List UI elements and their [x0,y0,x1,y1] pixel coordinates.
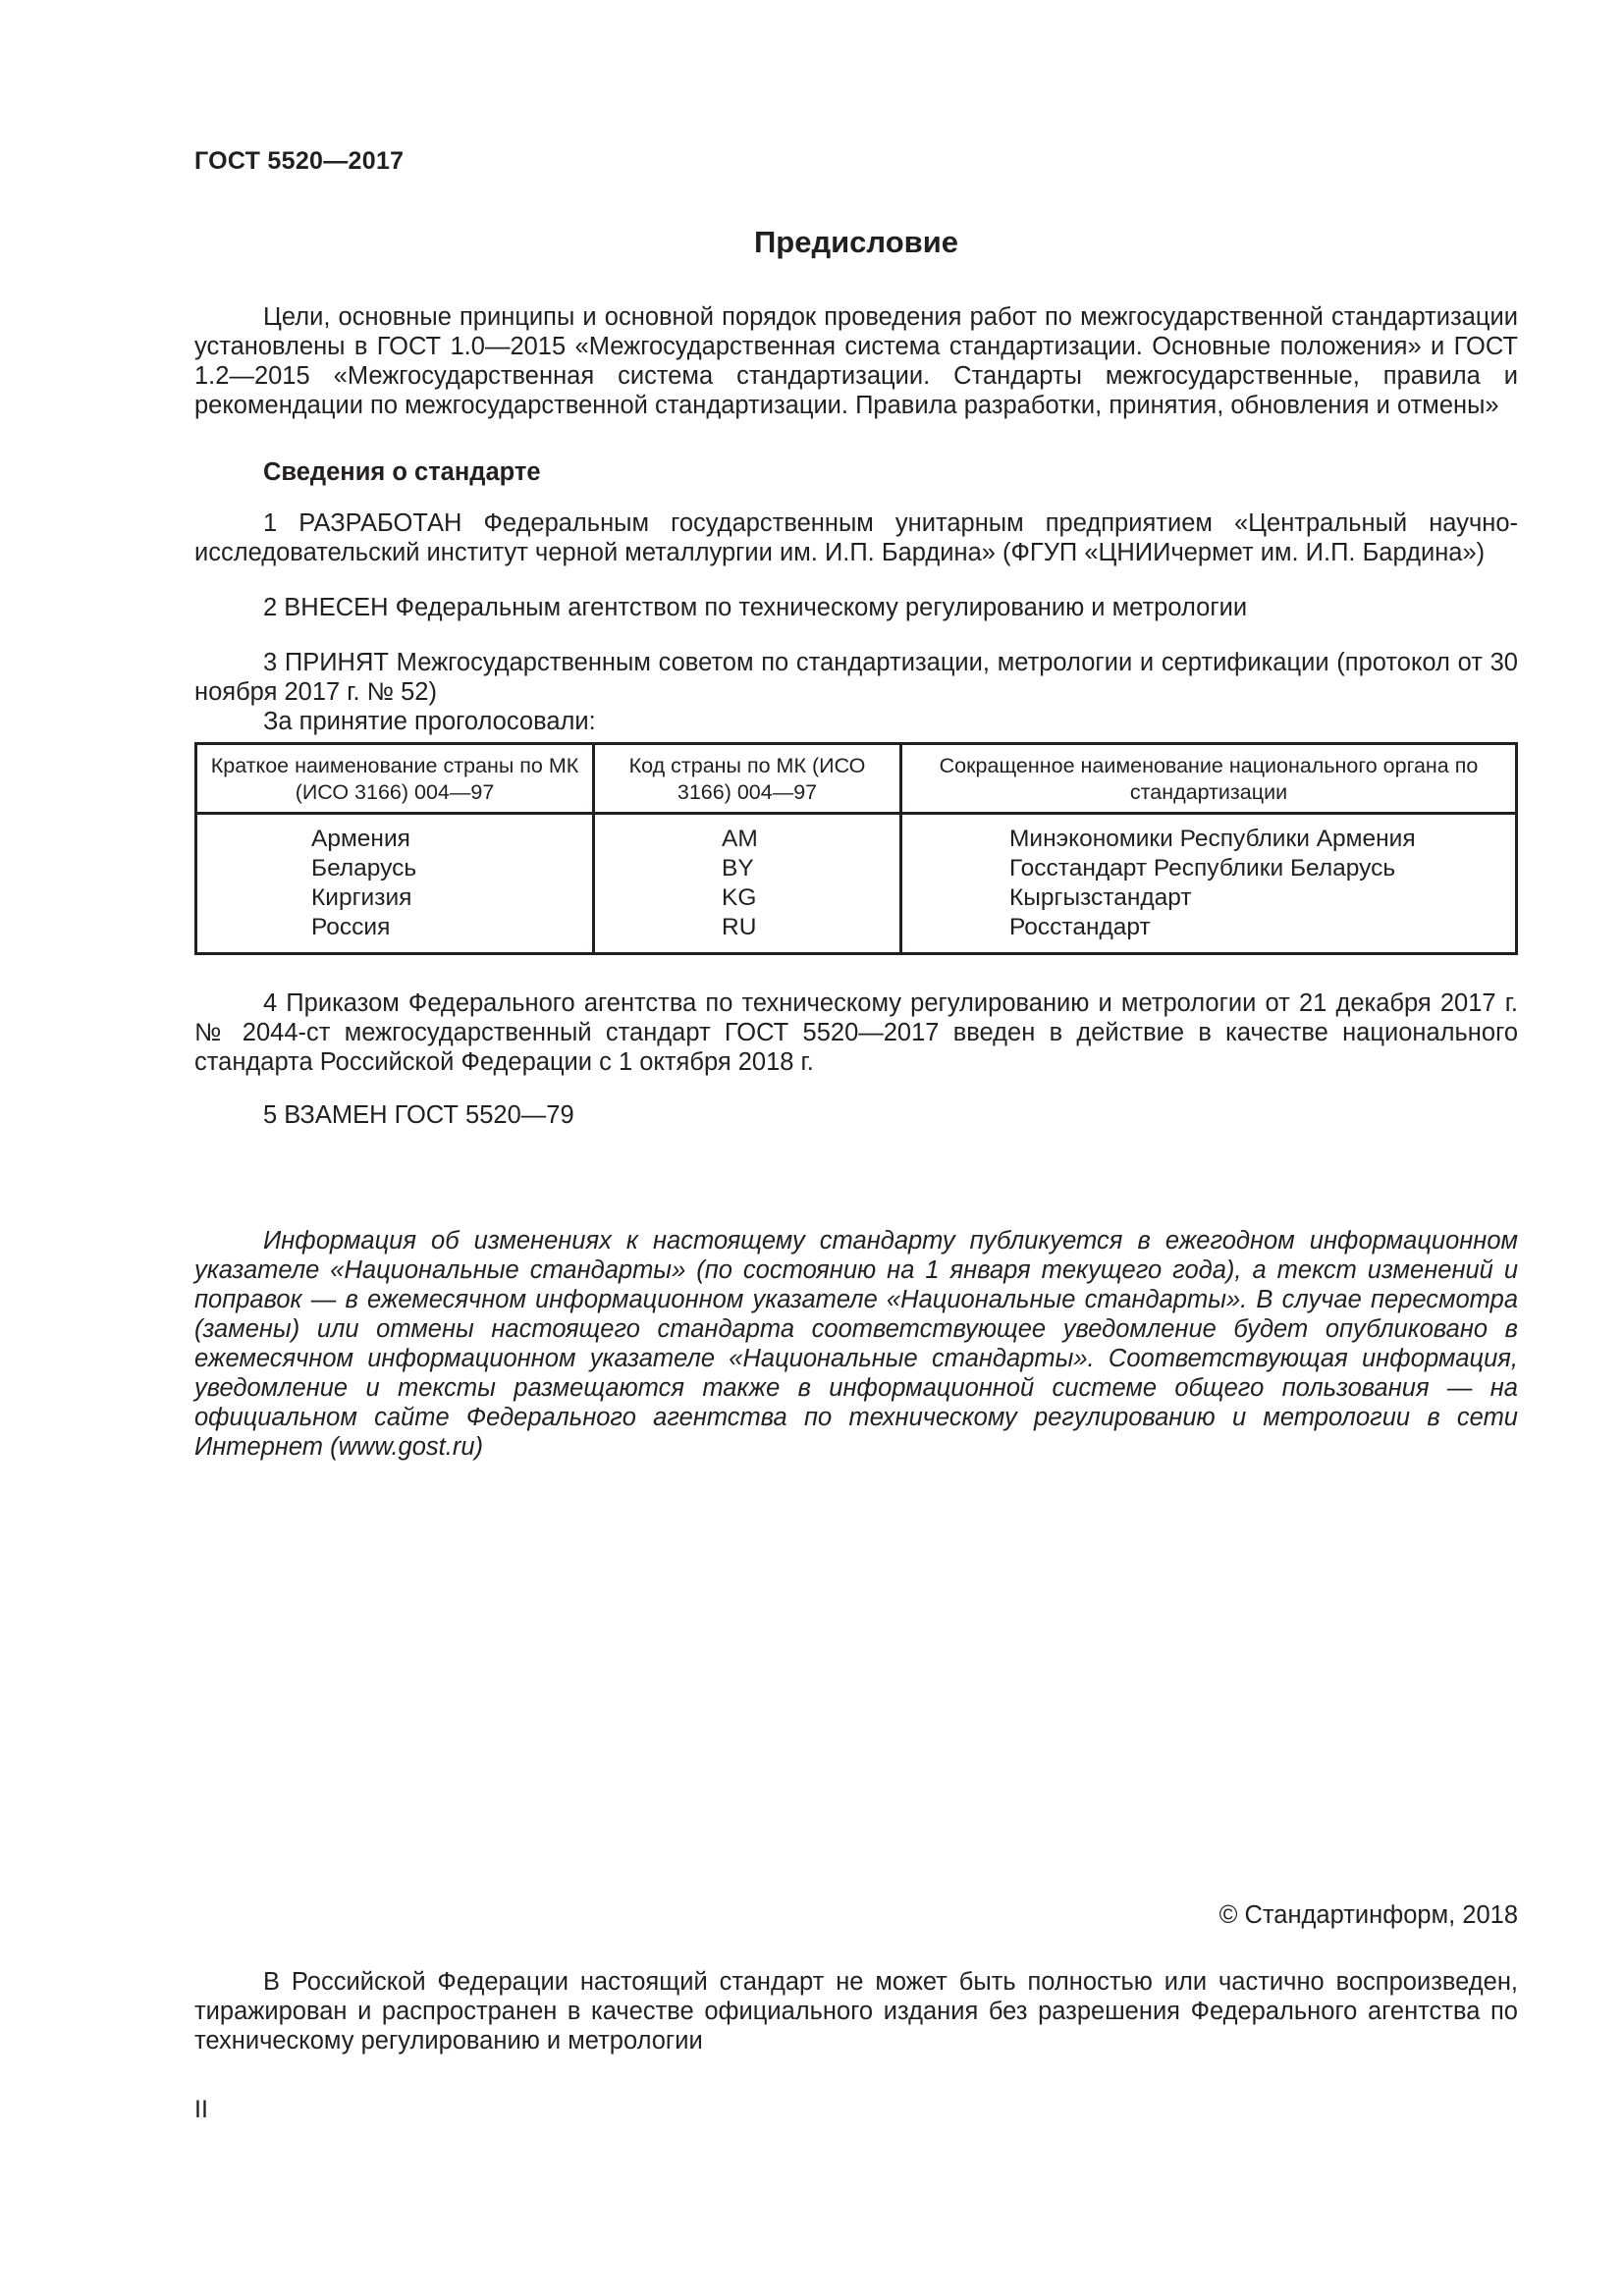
standards-body: Минэкономики Республики Армения [1009,826,1416,852]
country-name-column [196,814,594,954]
item-replaces: 5 ВЗАМЕН ГОСТ 5520—79 [263,1101,574,1129]
info-note: Информация об изменениях к настоящему стандарту публикуется в ежегодном информационном указателе «Национальные стандарты» (по состоянию на 1 января текущего года), а текст изменений и поправок — в ежемесячном информационном указателе «Национальные стандарты». В случае пересмотра (замены) или отмены настоящего стандарта соответствующее уведомление будет опубликовано в ежемесячном информационном указателе «Национальные стандарты». Соответствующая информация, уведомление и тексты размещаются также в информационной системе общего пользования — на официальном сайте Федерального агентства по техническому регулированию и метрологии в сети Интернет (www.gost.ru) [194,1227,1518,1461]
voted-label: За принятие проголосовали: [263,708,596,735]
members-table [194,742,1518,955]
table-row [196,814,1517,954]
document-page [194,0,1518,2296]
members-table-wrapper [194,742,1518,955]
document-code: ГОСТ 5520—2017 [194,147,405,175]
table-header-row [196,744,1517,814]
header-country-name: Краткое наименование страны по МК (ИСО 3166) 004—97 [196,744,594,814]
country-name: Армения [311,826,410,852]
item-introduced: 2 ВНЕСЕН Федеральным агентством по техническому регулированию и метрологии [263,594,1248,621]
reproduction-notice: В Российской Федерации настоящий стандарт не может быть полностью или частично воспроизведен, тиражирован и распространен в качестве официального издания без разрешения Федерального агентства по техническому регулированию и метрологии [194,1968,1518,2055]
header-country-code: Код страны по МК (ИСО 3166) 004—97 [594,744,901,814]
country-code: BY [722,855,754,881]
country-code: KG [722,884,757,911]
country-name: Россия [311,914,391,940]
standards-body: Кыргызстандарт [1009,884,1192,911]
copyright: © Стандартинформ, 2018 [1218,1901,1518,1929]
standards-body-column [901,814,1517,954]
header-standards-body: Сокращенное наименование национального органа по стандартизации [901,744,1517,814]
standards-body: Госстандарт Республики Беларусь [1009,855,1396,881]
country-code-column [594,814,901,954]
country-code: RU [722,914,757,940]
item-developed: 1 РАЗРАБОТАН Федеральным государственным унитарным предприятием «Центральный научно-исследовательский институт черной металлургии им. И.П. Бардина» (ФГУП «ЦНИИчермет им. И.П. Бардина») [194,509,1518,566]
item-adopted: 3 ПРИНЯТ Межгосударственным советом по стандартизации, метрологии и сертификации (протокол от 30 ноября 2017 г. № 52) [194,649,1518,706]
country-name: Киргизия [311,884,412,911]
item-order: 4 Приказом Федерального агентства по техническому регулированию и метрологии от 21 декабря 2017 г. № 2044-ст межгосударственный стандарт ГОСТ 5520—2017 введен в действие в качестве национального стандарта Российской Федерации с 1 октября 2018 г. [194,989,1518,1076]
standards-body: Росстандарт [1009,914,1151,940]
intro-paragraph: Цели, основные принципы и основной порядок проведения работ по межгосударственной стандартизации установлены в ГОСТ 1.0—2015 «Межгосударственная система стандартизации. Основные положения» и ГОСТ 1.2—2015 «Межгосударственная система стандартизации. Стандарты межгосударственные, правила и рекомендации по межгосударственной стандартизации. Правила разработки, принятия, обновления и отмены» [194,303,1518,419]
page-title: Предисловие [753,225,958,259]
info-heading: Сведения о стандарте [263,458,541,486]
country-code: AM [722,826,758,852]
country-name: Беларусь [311,855,417,881]
page-number: II [194,2096,208,2123]
document-body [194,302,1518,1462]
